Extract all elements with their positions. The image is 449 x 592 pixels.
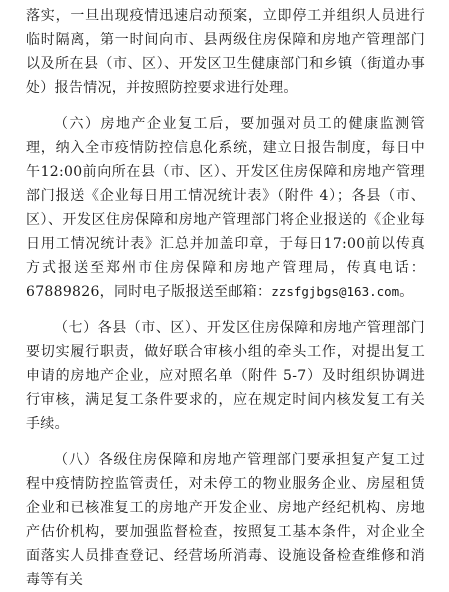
paragraph-continuation <box>26 4 425 100</box>
email-address: zzsfgjbgs@163.com <box>271 284 400 299</box>
paragraph-3-text: （七）各县（市、区）、开发区住房保障和房地产管理部门要切实履行职责，做好联合审核小组的牵头工作，对提出复工申请的房地产企业，应对照名单（附件 5-7）及时组织协调进行审核，满足复工条件要求的，应在规定时间内核发复工有关手续。 <box>26 320 425 432</box>
paragraph-item-7 <box>26 316 425 436</box>
paragraph-4-text: （八）各级住房保障和房地产管理部门要承担复产复工过程中疫情防控监管责任，对未停工的物业服务企业、房屋租赁企业和已核准复工的房地产开发企业、房地产经纪机构、房地产估价机构，要加强监督检查，按照复工基本条件，对企业全面落实人员排查登记、经营场所消毒、设施设备检查维修和消毒等有关 <box>26 452 425 588</box>
paragraph-1-text: 落实，一旦出现疫情迅速启动预案，立即停工并组织人员进行临时隔离，第一时间向市、县两级住房保障和房地产管理部门以及所在县（市、区）、开发区卫生健康部门和乡镇（街道办事处）报告情况，并按照防控要求进行处理。 <box>26 8 425 96</box>
paragraph-2-end: 。 <box>399 284 414 300</box>
paragraph-item-8 <box>26 448 425 592</box>
paragraph-item-6 <box>26 112 425 304</box>
paragraph-2-text: （六）房地产企业复工后，要加强对员工的健康监测管理，纳入全市疫情防控信息化系统，建立日报告制度，每日中午12:00前向所在县（市、区）、开发区住房保障和房地产管理部门报送《企业每日用工情况统计表》（附件 4）；各县（市、区）、开发区住房保障和房地产管理部门将企业报送的《企业每日用工情况统计表》汇总并加盖印章，于每日17:00前以传真方式报送至郑州市住房保障和房地产管理局，传真电话：67889826，同时电子版报送至邮箱： <box>26 116 425 300</box>
